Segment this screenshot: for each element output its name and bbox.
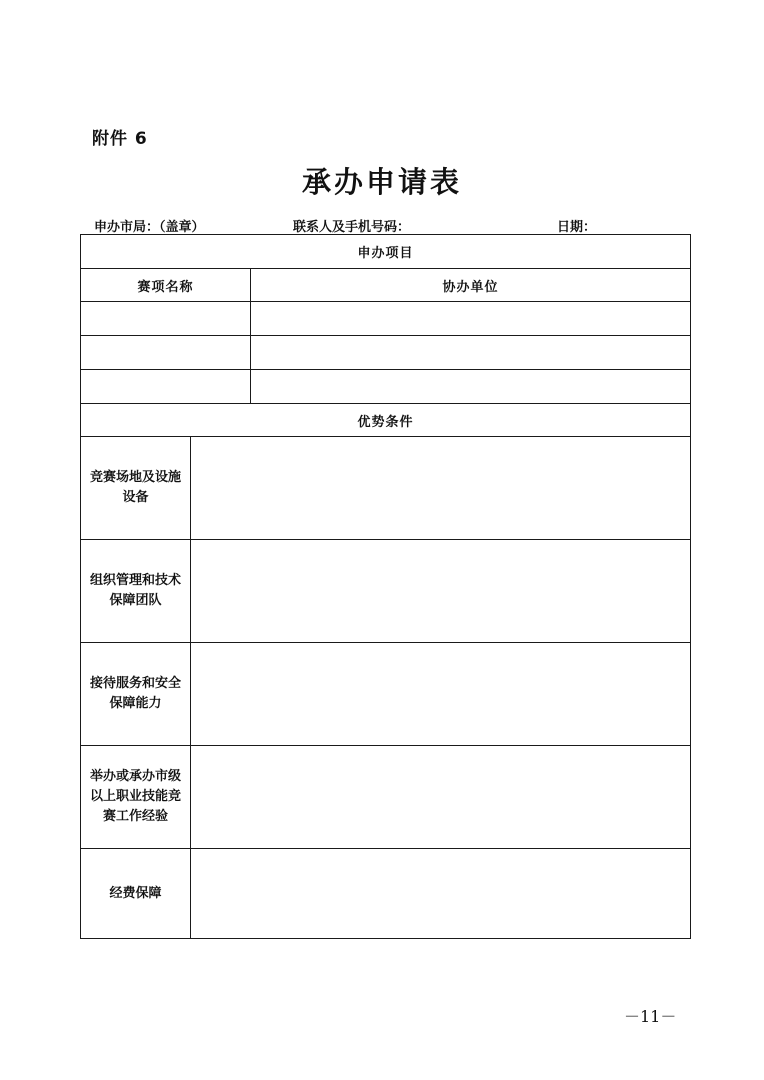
section-title-advantages: 优势条件	[81, 404, 691, 437]
advantage-label-venue	[81, 437, 191, 540]
table-row	[81, 302, 691, 336]
co-organizer-cell[interactable]	[251, 336, 691, 370]
event-name-cell[interactable]	[81, 302, 251, 336]
advantage-label-funding	[81, 849, 191, 939]
label-line: 竞赛场地及设施	[89, 470, 181, 485]
section-title-apply-items: 申办项目	[81, 235, 691, 269]
table-row	[81, 540, 691, 643]
col-header-co-organizer: 协办单位	[251, 269, 691, 302]
attachment-label: 附件 6	[92, 129, 148, 149]
table-row	[81, 746, 691, 849]
co-organizer-cell[interactable]	[251, 370, 691, 404]
contact-field-label: 联系人及手机号码：	[293, 220, 411, 235]
page-title: 承办申请表	[301, 165, 462, 199]
label-line: 接待服务和安全	[89, 676, 181, 691]
advantage-content-cell[interactable]	[191, 540, 691, 643]
page-number: －11－	[624, 1007, 677, 1026]
advantage-content-cell[interactable]	[191, 746, 691, 849]
applicant-field-label: 申办市局：（盖章）	[94, 220, 205, 235]
advantage-content-cell[interactable]	[191, 437, 691, 540]
co-organizer-cell[interactable]	[251, 302, 691, 336]
label-line: 经费保障	[109, 885, 162, 901]
advantage-content-cell[interactable]	[191, 849, 691, 939]
label-line: 保障能力	[109, 696, 162, 711]
label-line: 保障团队	[109, 593, 162, 608]
table-row	[81, 336, 691, 370]
advantage-content-cell[interactable]	[191, 643, 691, 746]
advantage-label-experience	[81, 746, 191, 849]
col-header-event-name: 赛项名称	[81, 269, 251, 302]
label-line: 以上职业技能竞	[89, 789, 181, 804]
event-name-cell[interactable]	[81, 370, 251, 404]
advantage-label-management	[81, 540, 191, 643]
label-line: 赛工作经验	[102, 809, 168, 824]
advantage-label-reception	[81, 643, 191, 746]
label-line: 举办或承办市级	[89, 769, 181, 784]
table-row	[81, 849, 691, 939]
table-row	[81, 643, 691, 746]
table-row	[81, 370, 691, 404]
label-line: 组织管理和技术	[89, 573, 181, 588]
event-name-cell[interactable]	[81, 336, 251, 370]
label-line: 设备	[122, 490, 149, 505]
application-form-table	[80, 234, 691, 939]
date-field-label: 日期：	[557, 220, 597, 235]
table-row	[81, 437, 691, 540]
